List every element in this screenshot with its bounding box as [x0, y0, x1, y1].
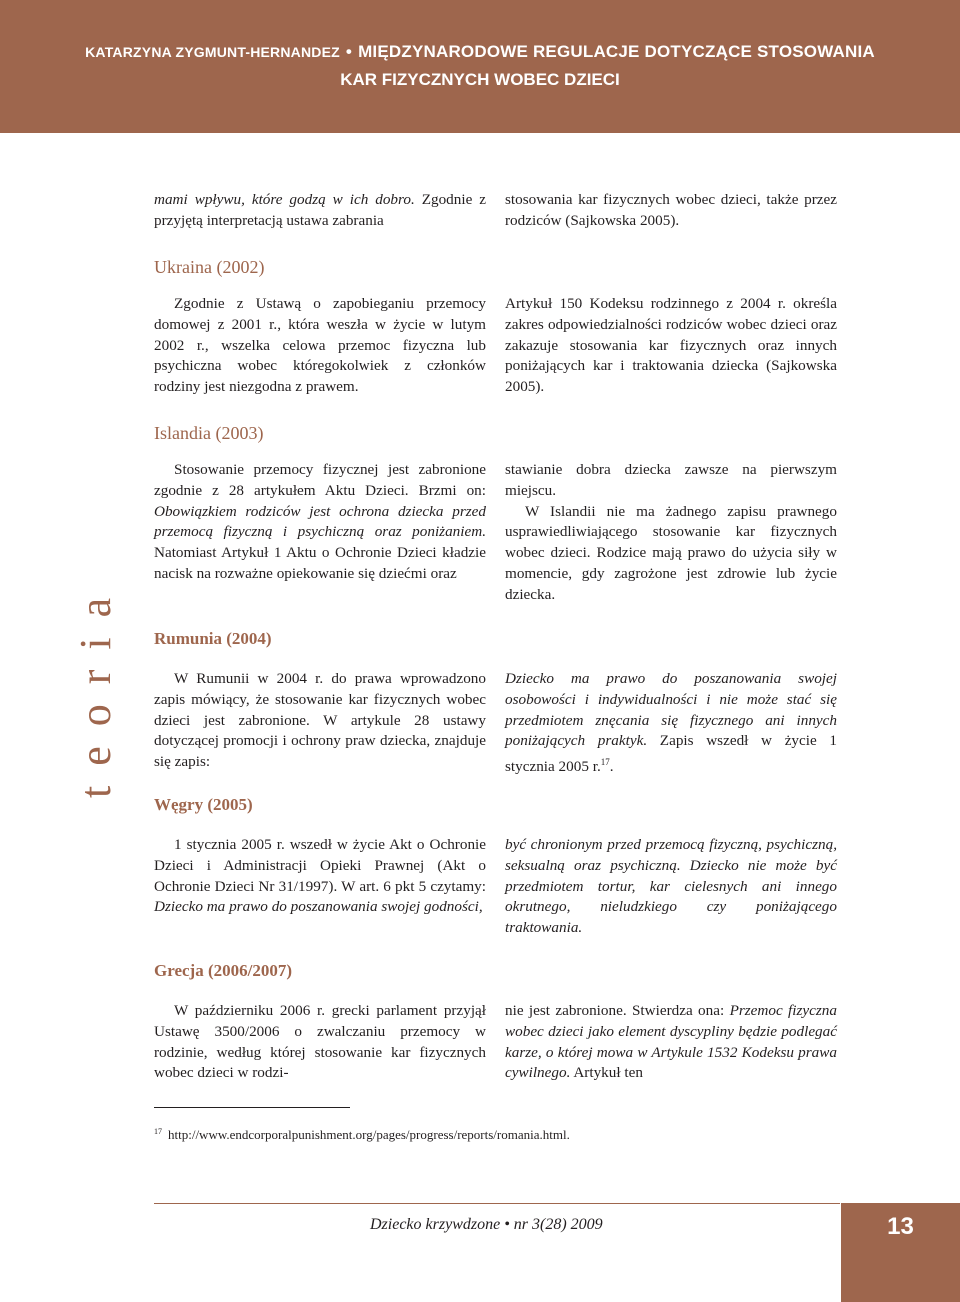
grecja-right-b: Artykuł ten: [570, 1064, 643, 1082]
intro-right-paragraph: stosowania kar fizycznych wobec dzieci, także przez rodziców (Sajkowska 2005).: [505, 191, 837, 229]
heading-wegry: Węgry (2005): [154, 795, 253, 814]
rumunia-right-text: [505, 669, 837, 778]
ukraina-right-text: [505, 294, 837, 398]
heading-rumunia: Rumunia (2004): [154, 629, 272, 648]
heading-grecja: Grecja (2006/2007): [154, 961, 293, 980]
ukraina-right-paragraph: Artykuł 150 Kodeksu rodzinnego z 2004 r. określa zakres odpowiedzialności rodziców wobec dzieci oraz zakazuje stosowania kar fizycznych oraz innych poniżających kar i traktowania dziecka (Sajkowska 2005).: [505, 295, 837, 396]
rumunia-left-text: [154, 669, 486, 773]
islandia-left-italic: Obowiązkiem rodziców jest ochrona dziecka przed przemocą fizyczną i psychiczną oraz poniżaniem.: [154, 502, 486, 541]
footnote-number: 17: [154, 1127, 162, 1136]
header-line-1: [0, 42, 960, 62]
footnote: [154, 1127, 570, 1143]
footnote-divider: [154, 1107, 350, 1108]
grecja-right-text: [505, 1001, 837, 1084]
grecja-left-text: [154, 1001, 486, 1084]
footer-divider: [154, 1203, 840, 1204]
grecja-left-paragraph: W październiku 2006 r. grecki parlament przyjął Ustawę 3500/2006 o zwalczaniu przemocy w rodzinie, według której stosowanie kar fizycznych wobec dzieci w rodzi-: [154, 1002, 486, 1082]
header-title-line-2: KAR FIZYCZNYCH WOBEC DZIECI: [340, 70, 620, 89]
side-section-label: teoria: [71, 577, 120, 798]
header-title-line-1: MIĘDZYNARODOWE REGULACJE DOTYCZĄCE STOSOWANIA: [358, 42, 875, 61]
footnote-ref-17: 17: [600, 757, 610, 768]
rumunia-right-end: .: [609, 758, 614, 776]
page-header: [0, 0, 960, 133]
intro-left-rest: Zgodnie z przyjętą interpretacją ustawa zabrania: [154, 191, 486, 229]
page-number: 13: [887, 1213, 914, 1240]
intro-left-text: [154, 190, 486, 232]
intro-right-text: [505, 190, 837, 232]
footnote-link[interactable]: http://www.endcorporalpunishment.org/pages/progress/reports/romania.html.: [168, 1127, 570, 1142]
islandia-left-a: Stosowanie przemocy fizycznej jest zabronione zgodnie z 28 artykułem Aktu Dzieci. Brzmi on:: [154, 461, 486, 499]
header-bullet: •: [345, 42, 353, 61]
grecja-right-a: nie jest zabronione. Stwierdza ona:: [505, 1002, 730, 1019]
header-author: KATARZYNA ZYGMUNT-HERNANDEZ: [85, 44, 340, 60]
intro-left-italic: mami wpływu, które godzą w ich dobro.: [154, 191, 415, 208]
islandia-left-text: [154, 460, 486, 585]
islandia-right-p1: stawianie dobra dziecka zawsze na pierwszym miejscu.: [505, 461, 837, 499]
wegry-right-text: [505, 835, 837, 939]
rumunia-right-italic: Dziecko ma prawo do poszanowania swojej osobowości i indywidualności i nie może stać się przedmiotem znęcania się fizycznego ani innych poniżających praktyk.: [505, 670, 837, 750]
wegry-left-text: [154, 835, 486, 918]
heading-islandia: Islandia (2003): [154, 423, 264, 443]
wegry-right-italic: być chronionym przed przemocą fizyczną, psychiczną, seksualną oraz psychiczną. Dziecko nie może być przedmiotem tortur, kar cielesnych ani innego okrutnego, nieludzkiego czy poniżającego traktowania.: [505, 836, 837, 937]
heading-ukraina: Ukraina (2002): [154, 257, 265, 277]
ukraina-left-text: [154, 294, 486, 398]
ukraina-left-paragraph: Zgodnie z Ustawą o zapobieganiu przemocy domowej z 2001 r., która weszła w życie w lutym 2002 r., wszelka celowa przemoc fizyczna lub psychiczna wobec któregokolwiek z członków rodziny jest niezgodna z prawem.: [154, 295, 486, 396]
page-number-box: [841, 1203, 960, 1302]
wegry-left-a: 1 stycznia 2005 r. wszedł w życie Akt o Ochronie Dzieci i Administracji Opieki Prawnej (Akt o Ochronie Dzieci Nr 31/1997). W art. 6 pkt 5 czytamy:: [154, 836, 486, 895]
rumunia-right-rest: Zapis wszedł w życie 1 stycznia 2005 r.: [505, 732, 837, 776]
rumunia-left-paragraph: W Rumunii w 2004 r. do prawa wprowadzono zapis mówiący, że stosowanie kar fizycznych wobec dzieci jest zabronione. W artykule 28 ustawy dotyczącej promocji i ochrony praw dziecka, znajduje się zapis:: [154, 670, 486, 771]
islandia-left-b: Natomiast Artykuł 1 Aktu o Ochronie Dzieci kładzie nacisk na rozważne opiekowanie się dziećmi oraz: [154, 544, 486, 582]
islandia-right-p2: W Islandii nie ma żadnego zapisu prawnego usprawiedliwiającego stosowanie kar fizycznych wobec dzieci. Rodzice mają prawo do użycia siły w momencie, gdy zagrożone jest zdrowie lub życie dziecka.: [505, 502, 837, 603]
grecja-right-italic: Przemoc fizyczna wobec dzieci jako element dyscypliny będzie podlegać karze, o której mowa w Artykule 1532 Kodeksu prawa cywilnego.: [505, 1002, 837, 1082]
journal-title: Dziecko krzywdzone • nr 3(28) 2009: [370, 1216, 603, 1233]
islandia-right-text: [505, 460, 837, 606]
wegry-left-italic: Dziecko ma prawo do poszanowania swojej godności,: [154, 898, 483, 916]
